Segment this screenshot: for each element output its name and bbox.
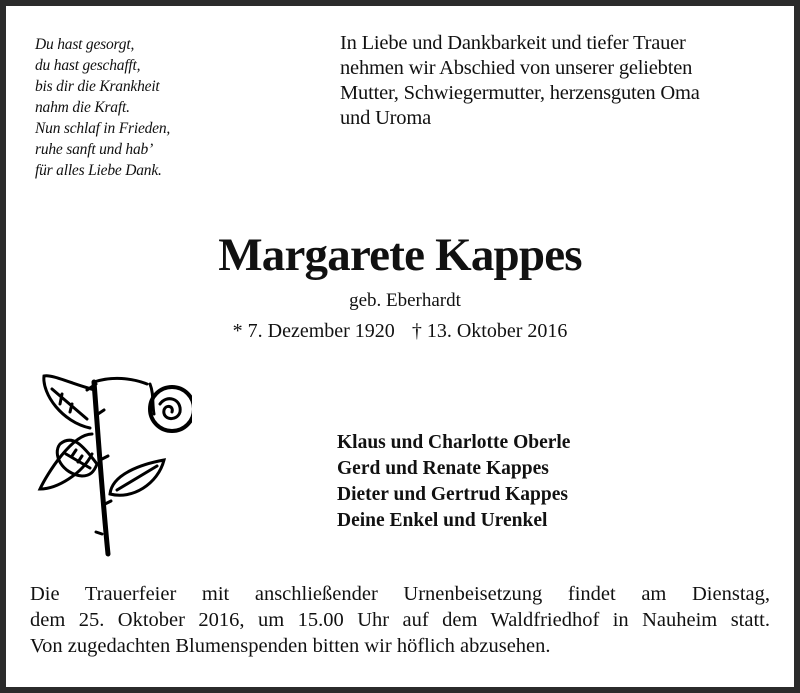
poem-line: für alles Liebe Dank.	[35, 162, 162, 179]
mourner: Gerd und Renate Kappes	[337, 458, 549, 479]
poem-line: Nun schlaf in Frieden,	[35, 120, 171, 137]
intro-line: und Uroma	[340, 107, 432, 129]
intro-line: Mutter, Schwiegermutter, herzensguten Oma	[340, 82, 700, 104]
mourner: Deine Enkel und Urenkel	[337, 510, 548, 531]
funeral-info-line: Die Trauerfeier mit anschließender Urnenbeisetzung findet am Dienstag,	[30, 583, 770, 605]
funeral-info-line: dem 25. Oktober 2016, um 15.00 Uhr auf dem Waldfriedhof in Nauheim statt.	[30, 609, 770, 631]
life-dates	[6, 320, 794, 343]
poem-line: bis dir die Krankheit	[35, 78, 160, 95]
poem	[35, 34, 170, 181]
intro-text	[340, 31, 700, 131]
intro-line: nehmen wir Abschied von unserer geliebten	[340, 57, 693, 79]
mourner: Klaus und Charlotte Oberle	[337, 432, 571, 453]
poem-line: Du hast gesorgt,	[35, 36, 135, 53]
deceased-name: Margarete Kappes	[218, 229, 582, 281]
poem-line: ruhe sanft und hab’	[35, 141, 154, 158]
birth-date: * 7. Dezember 1920	[232, 320, 395, 342]
poem-line: du hast geschafft,	[35, 57, 141, 74]
obituary-notice	[6, 6, 794, 687]
poem-line: nahm die Kraft.	[35, 99, 130, 116]
mourners-list	[337, 430, 570, 534]
flower-note: Von zugedachten Blumenspenden bitten wir höflich abzusehen.	[30, 635, 551, 657]
intro-line: In Liebe und Dankbarkeit und tiefer Trauer	[340, 32, 686, 54]
mourner: Dieter und Gertrud Kappes	[337, 484, 568, 505]
birth-name: geb. Eberhardt	[349, 290, 461, 311]
funeral-info	[30, 581, 770, 659]
rose-icon	[32, 364, 192, 564]
death-date: † 13. Oktober 2016	[411, 320, 568, 342]
